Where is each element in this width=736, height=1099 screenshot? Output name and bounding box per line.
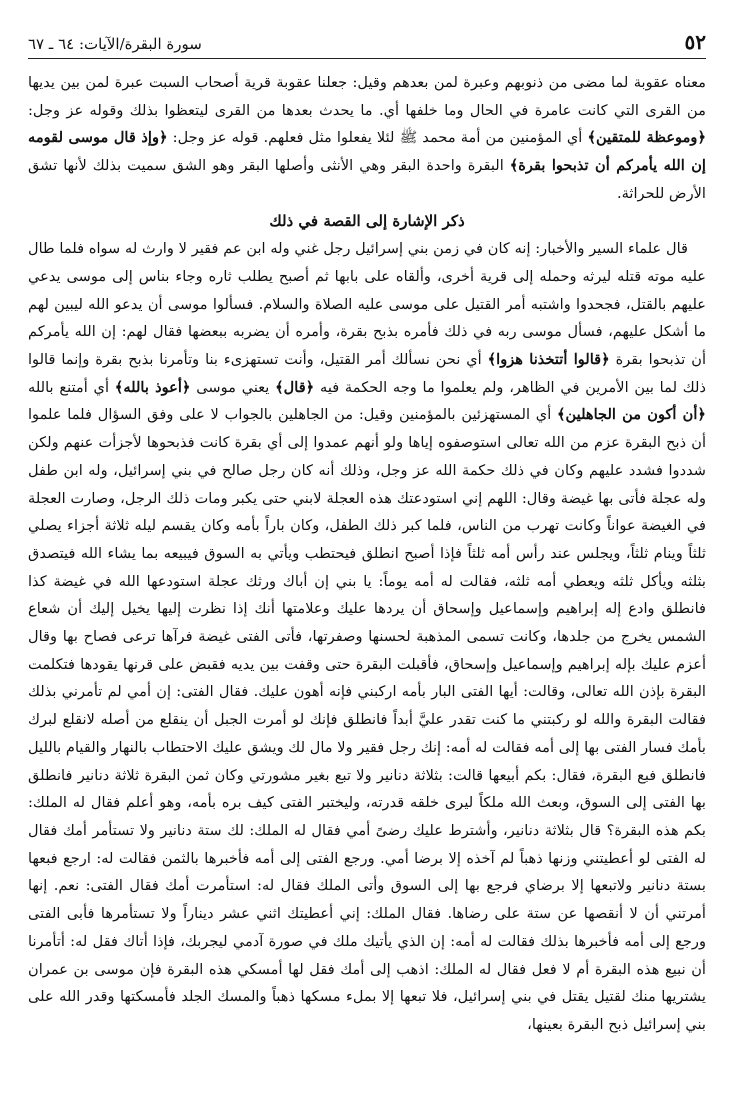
quran-verse: ﴿وإذ قال موسى لقومه إن الله يأمركم أن تذبحوا بقرة﴾: [28, 129, 706, 175]
story-text-4: أي أمتنع بالله: [28, 378, 115, 396]
story-paragraph: [28, 235, 706, 1038]
page-body: [28, 69, 706, 1039]
intro-text-1: معناه عقوبة لما مضى من ذنوبهم وعبرة لمن بعدهم وقيل: جعلنا عقوبة قرية أصحاب السبت عبرة لمن بين يديها من القرى التي كانت عامرة في الحال وما خلفها أي. ما يحدث بعدها من القرى ليتعظوا بذلك وقوله عز وجل:: [28, 74, 706, 119]
story-text-1: قال علماء السير والأخبار: إنه كان في زمن بني إسرائيل رجل غني وله ابن عم فقير لا وارث له سواه فلما طال عليه موته قتله ليرثه وحمله إلى قرية أخرى، وألقاه على بابها ثم أصبح يطلب ثاره وجاء بناس إلى موسى يدعي عليهم بالقتل، فجحدوا واشتبه أمر القتيل على موسى عليه الصلاة والسلام. فسألوا موسى أن يدعو الله ليبين لهم ما أشكل عليهم، فسأل موسى ربه في ذلك فأمره بذبح بقرة، وأمره أن يضربه ببعضها فقال لهم: إن الله يأمركم أن تذبحوا بقرة: [28, 240, 706, 369]
section-heading: ذكر الإشارة إلى القصة في ذلك: [269, 211, 465, 230]
story-text-2: أي نحن نسألك أمر القتيل، وأنت تستهزىء بنا وتأمرنا بذبح بقرة وإنما قالوا ذلك لما بين الأمرين في الظاهر، ولم يعلموا ما وجه الحكمة فيه: [28, 351, 706, 396]
quran-verse: ﴿وموعظة للمتقين﴾: [587, 129, 706, 147]
intro-text-2: أي المؤمنين من أمة محمد ﷺ لئلا يفعلوا مثل فعلهم. قوله عز وجل:: [167, 129, 588, 147]
intro-text-3: البقرة واحدة البقر وهي الأنثى وأصلها البقر وهو الشق سميت بذلك لأنها تشق الأرض للحراثة.: [28, 157, 706, 202]
quran-verse: ﴿أعوذ بالله﴾: [114, 378, 191, 396]
story-text-3: يعني موسى: [190, 378, 276, 396]
page-header: [28, 22, 706, 59]
quran-verse: ﴿قال﴾: [275, 378, 315, 396]
intro-paragraph: [28, 69, 706, 208]
running-head: سورة البقرة/الآيات: ٦٤ ـ ٦٧: [28, 35, 202, 53]
quran-verse: ﴿قالوا أتتخذنا هزوا﴾: [487, 351, 610, 369]
page-number: ٥٢: [684, 30, 706, 54]
quran-verse: ﴿أن أكون من الجاهلين﴾: [557, 406, 706, 424]
story-text-5: أي المستهزئين بالمؤمنين وقيل: من الجاهلين بالجواب لا على وفق السؤال فلما علموا أن ذبح البقرة عزم من الله تعالى استوصفوه إياها ولو أنهم عمدوا إلى أي بقرة كانت فذبحوها لأجزأت عنهم ولكن شددوا فشدد عليهم وكان في ذلك حكمة الله عز وجل، وذلك أنه كان رجل صالح في بني إسرائيل، وله ابن طفل وله عجلة فأتى بها غيضة وقال: اللهم إني استودعتك هذه العجلة لابني حتى يكبر ومات ذلك الرجل، وصارت العجلة في الغيضة عواناً وكانت تهرب من الناس، فلما كبر ذلك الطفل، وكان باراً بأمه وكان يقسم ليله ثلاثة أجزاء يصلي ثلثاً وينام ثلثاً، ويجلس عند رأس أمه ثلثاً فإذا أصبح انطلق فيحتطب ويأتي به السوق فيبيعه بما يشاء الله فيتصدق بثلثه ويأكل ثلثه ويعطي أمه ثلثه، فقالت له أمه يوماً: يا بني إن أباك ورثك عجلة استودعها الله في غيضة كذا فانطلق وادع إله إبراهيم وإسماعيل وإسحاق أن يردها عليك وعلامتها أنك إذا نظرت إليها يخيل إليك أن شعاع الشمس يخرج من جلدها، وكانت تسمى المذهبة لحسنها وصفرتها، فأتى الفتى غيضة فرآها ترعى فصاح بها وقال أعزم عليك بإله إبراهيم وإسماعيل وإسحاق، فأقبلت البقرة حتى وقفت بين يديه فقبض على قرنها يقودها فتكلمت البقرة بإذن الله تعالى، وقالت: أيها الفتى البار بأمه اركبني فإنه أهون عليك. فقال الفتى: إن أمي لم تأمرني بذلك فقالت البقرة والله لو ركبتني ما كنت تقدر عليَّ أبداً فانطلق فإنك لو أمرت الجبل أن ينقلع من أصله لانقلع لبرك بأمك فسار الفتى بها إلى أمه فقالت له أمه: إنك رجل فقير ولا مال لك ويشق عليك الاحتطاب بالنهار والقيام بالليل فانطلق فبع البقرة، فقال: بكم أبيعها قالت: بثلاثة دنانير ولا تبع بغير مشورتي وكان ثمن البقرة ثلاثة دنانير فانطلق بها الفتى إلى السوق، وبعث الله ملكاً ليرى خلقه قدرته، وليختبر الفتى كيف بره بأمه، وهو أعلم فقال له الملك: بكم هذه البقرة؟ قال بثلاثة دنانير، وأشترط عليك رضىً أمي فقال له الملك: لك ستة دنانير ولا تستأمر أمك فقال له الفتى لو أعطيتني وزنها ذهباً لم آخذه إلا برضا أمي. ورجع الفتى إلى أمه فأخبرها بالثمن فقالت له: ارجع فبعها بستة دنانير ولاتبعها إلا برضاي فرجع بها إلى السوق وأتى الملك فقال له: استأمرت أمك فقال الفتى: نعم. إنها أمرتني أن لا أنقصها عن ستة على رضاها. فقال الملك: إني أعطيتك اثني عشر ديناراً ولا تستأمرها فأبى الفتى ورجع إلى أمه فأخبرها بذلك فقالت له أمه: إن الذي يأتيك ملك في صورة آدمي ليجربك، فإذا أتاك فقل له: أتأمرنا أن نبيع هذه البقرة أم لا فعل فقال له الملك: اذهب إلى أمك فقل لها أمسكي هذه البقرة فإن موسى بن عمران يشتريها منك لقتيل يقتل في بني إسرائيل، فلا تبعها إلا بملء مسكها ذهباً والمسك الجلد فأمسكتها وقدر الله على بني إسرائيل ذبح البقرة بعينها،: [28, 406, 706, 1033]
